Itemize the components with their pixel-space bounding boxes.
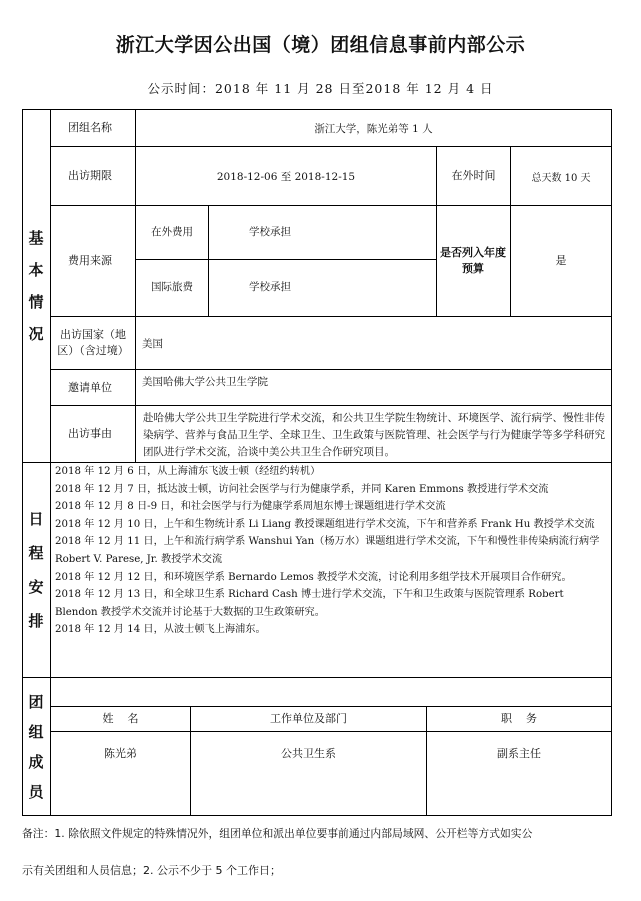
member-name: 陈光弟 <box>104 747 137 761</box>
purpose-value: 赴哈佛大学公共卫生学院进行学术交流，和公共卫生学院生物统计、环境医学、流行病学、慢性非传染病学、营养与食品卫生学、全球卫生、卫生政策与医院管理、社会医学与行为健康学等多学科研究团队进行学术交流，洽谈中美公共卫生合作研究项目。 <box>143 412 605 458</box>
schedule-item: 2018 年 12 月 6 日，从上海浦东飞波士顿（经纽约转机） <box>55 466 321 477</box>
member-unit: 公共卫生系 <box>281 747 336 761</box>
schedule-item: 2018 年 12 月 11 日，上午和流行病学系 Wanshui Yan（杨万水）课题组进行学术交流，下午和慢性非传染病流行病学 Robert V. Parese, Jr. 教授学术交流 <box>55 536 600 565</box>
note-line-2: 示有关团组和人员信息；2. 公示不少于 5 个工作日； <box>22 864 281 877</box>
schedule-item: 2018 年 12 月 14 日，从波士顿飞上海浦东。 <box>55 624 266 636</box>
abroad-time-value: 总天数 10 天 <box>531 172 591 184</box>
period-value: 2018-12-06 至 2018-12-15 <box>216 170 356 183</box>
schedule-item: 2018 年 12 月 12 日，和环境医学系 Bernardo Lemos 教授学术交流，讨论利用多组学技术开展项目合作研究。 <box>55 571 572 583</box>
abroad-cost-label: 在外费用 <box>151 225 193 238</box>
budget-value: 是 <box>555 254 567 268</box>
country-value: 美国 <box>142 337 163 350</box>
page-title: 浙江大学因公出国（境）团组信息事前内部公示 <box>115 34 526 56</box>
schedule-item: 2018 年 12 月 7 日，抵达波士顿，访问社会医学与行为健康学系，并同 Karen Emmons 教授进行学术交流 <box>55 483 549 495</box>
section-label-basic: 基本情况 <box>28 228 44 343</box>
abroad-time-label: 在外时间 <box>451 169 496 183</box>
schedule-item: 2018 年 12 月 10 日，上午和生物统计系 Li Liang 教授课题组进行学术交流，下午和营养系 Frank Hu 教授学术交流 <box>55 518 595 530</box>
funding-label: 费用来源 <box>68 254 112 268</box>
country-label: 出访国家（地区）（含过境） <box>57 328 129 357</box>
period-label: 出访期限 <box>68 169 112 183</box>
section-label-members: 团组成员 <box>28 692 44 801</box>
inviter-label: 邀请单位 <box>68 380 112 394</box>
intl-travel-label: 国际旅费 <box>151 281 193 294</box>
inviter-value: 美国哈佛大学公共卫生学院 <box>142 375 268 388</box>
purpose-label: 出访事由 <box>68 427 112 441</box>
group-name-label: 团组名称 <box>68 121 112 135</box>
group-name-value: 浙江大学，陈光弟等 1 人 <box>314 122 433 135</box>
members-header-name: 姓 名 <box>102 712 139 726</box>
schedule-list <box>55 463 609 639</box>
abroad-cost-value: 学校承担 <box>249 225 291 238</box>
section-label-schedule: 日程安排 <box>28 509 44 630</box>
budget-label: 是否列入年度预算 <box>440 246 506 275</box>
announce-time: 公示时间：2018 年 11 月 28 日至2018 年 12 月 4 日 <box>147 81 494 96</box>
members-header-position: 职 务 <box>501 712 537 726</box>
schedule-item: 2018 年 12 月 13 日，和全球卫生系 Richard Cash 博士进行学术交流，下午和卫生政策与医院管理系 Robert Blendon 教授学术交流并讨论基于大数据的卫生政策研究。 <box>55 589 564 618</box>
member-position: 副系主任 <box>497 747 541 761</box>
note-line-1: 备注：1. 除依照文件规定的特殊情况外，组团单位和派出单位要事前通过内部局域网、公开栏等方式如实公 <box>22 827 533 840</box>
members-header-unit: 工作单位及部门 <box>270 712 347 726</box>
schedule-item: 2018 年 12 月 8 日-9 日，和社会医学与行为健康学系周旭东博士课题组进行学术交流 <box>55 501 446 513</box>
intl-travel-value: 学校承担 <box>249 281 291 294</box>
